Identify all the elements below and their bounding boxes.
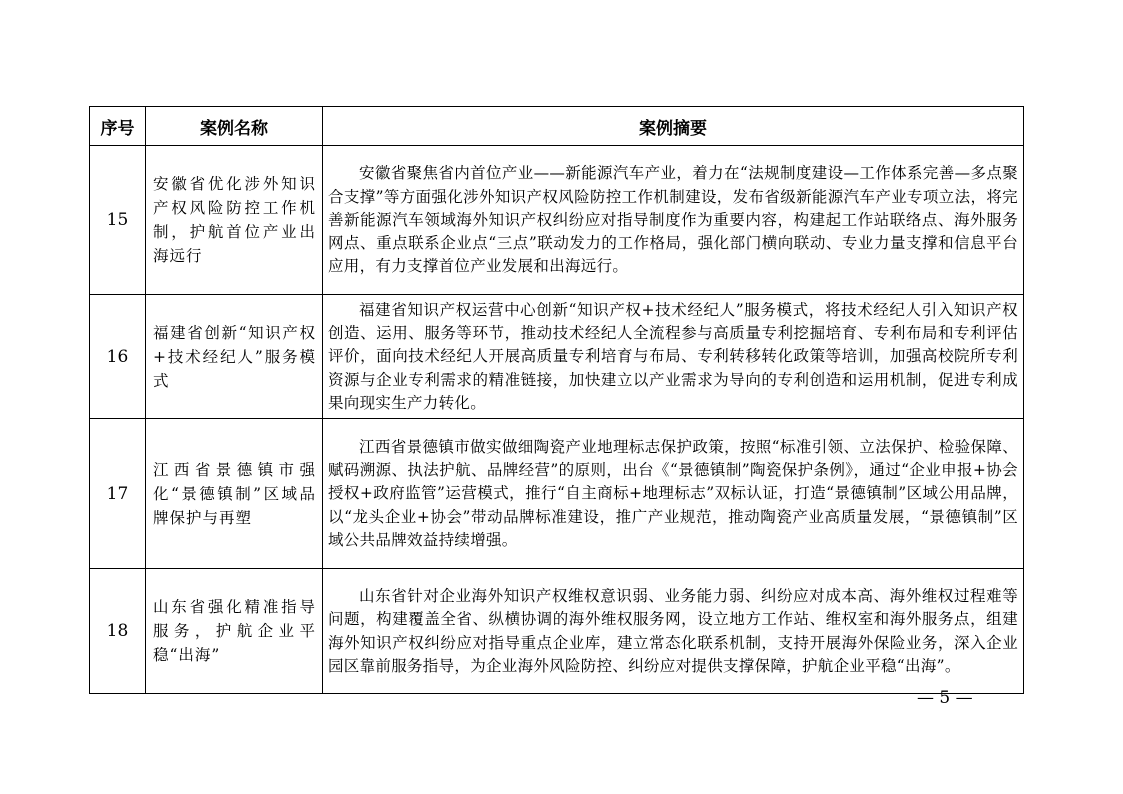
table-row	[90, 146, 1024, 295]
case-name: 山东省强化精准指导服务，护航企业平稳“出海”	[146, 569, 323, 694]
page-number: — 5 —	[917, 688, 973, 708]
case-number: 17	[90, 419, 146, 569]
case-summary: 江西省景德镇市做实做细陶瓷产业地理标志保护政策，按照“标准引领、立法保护、检验保障、赋码溯源、执法护航、品牌经营”的原则，出台《“景德镇制”陶瓷保护条例》，通过“企业申报+协会授权+政府监管”运营模式，推行“自主商标+地理标志”双标认证，打造“景德镇制”区域公用品牌，以“龙头企业+协会”带动品牌标准建设，推广产业规范，推动陶瓷产业高质量发展，“景德镇制”区域公共品牌效益持续增强。	[323, 419, 1024, 569]
case-number: 16	[90, 295, 146, 419]
header-number: 序号	[90, 107, 146, 146]
case-name: 江西省景德镇市强化“景德镇制”区域品牌保护与再塑	[146, 419, 323, 569]
header-name: 案例名称	[146, 107, 323, 146]
table-row	[90, 419, 1024, 569]
case-name: 福建省创新“知识产权+技术经纪人”服务模式	[146, 295, 323, 419]
header-summary: 案例摘要	[323, 107, 1024, 146]
table-row	[90, 569, 1024, 694]
table-header-row	[90, 107, 1024, 146]
case-summary: 安徽省聚焦省内首位产业——新能源汽车产业，着力在“法规制度建设—工作体系完善—多点聚合支撑”等方面强化涉外知识产权风险防控工作机制建设，发布省级新能源汽车产业专项立法，将完善新能源汽车领域海外知识产权纠纷应对指导制度作为重要内容，构建起工作站联络点、海外服务网点、重点联系企业点“三点”联动发力的工作格局，强化部门横向联动、专业力量支撑和信息平台应用，有力支撑首位产业发展和出海远行。	[323, 146, 1024, 295]
case-table	[89, 106, 1024, 694]
case-number: 18	[90, 569, 146, 694]
case-summary: 福建省知识产权运营中心创新“知识产权+技术经纪人”服务模式，将技术经纪人引入知识产权创造、运用、服务等环节，推动技术经纪人全流程参与高质量专利挖掘培育、专利布局和专利评估评价，面向技术经纪人开展高质量专利培育与布局、专利转移转化政策等培训，加强高校院所专利资源与企业专利需求的精准链接，加快建立以产业需求为导向的专利创造和运用机制，促进专利成果向现实生产力转化。	[323, 295, 1024, 419]
case-summary: 山东省针对企业海外知识产权维权意识弱、业务能力弱、纠纷应对成本高、海外维权过程难等问题，构建覆盖全省、纵横协调的海外维权服务网，设立地方工作站、维权室和海外服务点，组建海外知识产权纠纷应对指导重点企业库，建立常态化联系机制，支持开展海外保险业务，深入企业园区靠前服务指导，为企业海外风险防控、纠纷应对提供支撑保障，护航企业平稳“出海”。	[323, 569, 1024, 694]
case-number: 15	[90, 146, 146, 295]
case-name: 安徽省优化涉外知识产权风险防控工作机制，护航首位产业出海远行	[146, 146, 323, 295]
table-row	[90, 295, 1024, 419]
